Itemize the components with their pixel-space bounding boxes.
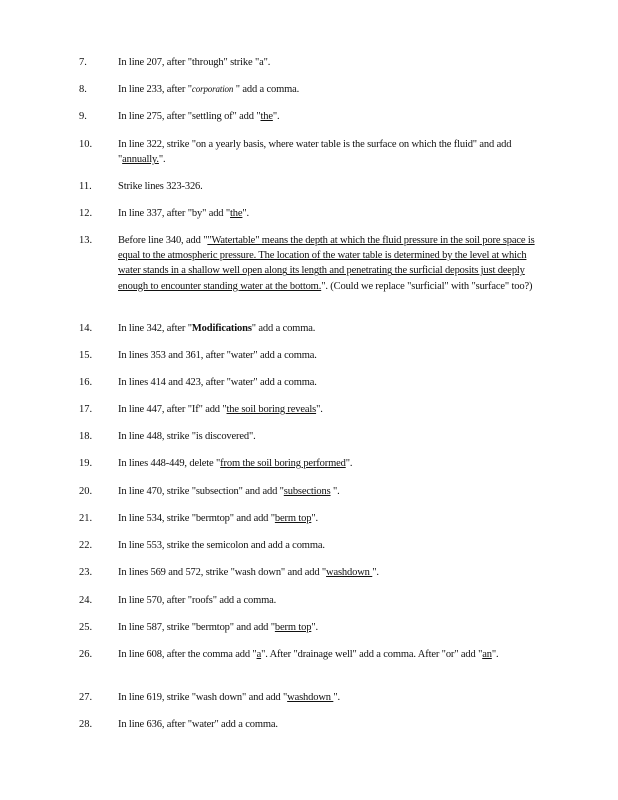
item-number: 28. <box>79 719 93 730</box>
underlined-insertion: "Watertable" means the depth at which the fluid pressure in the soil pore space is equal to the atmospheric pressure. The location of the water table is determined by the level at which water stands in a shallow well open along its length and penetrating the surficial deposits just deeply enough to encounter standing water at the bottom. <box>118 235 535 292</box>
text-segment: In line 619, strike "wash down" and add " <box>118 692 288 703</box>
text-segment: ". <box>345 458 353 469</box>
item-number: 7. <box>79 57 87 68</box>
item-text <box>118 233 536 294</box>
text-segment: ". <box>316 404 323 415</box>
text-segment: ". <box>242 208 250 219</box>
item-text <box>118 348 536 363</box>
item-number: 16. <box>79 377 93 388</box>
underlined-insertion: an <box>482 649 492 660</box>
item-number: 15. <box>79 350 93 361</box>
underlined-insertion: washdown <box>326 567 373 578</box>
text-segment: ". <box>372 567 379 578</box>
text-segment: In line 534, strike "bermtop" and add " <box>118 513 275 524</box>
text-segment: In line 448, strike "is discovered". <box>118 431 256 442</box>
item-text <box>118 206 536 221</box>
item-text <box>118 82 536 97</box>
underlined-insertion: from the soil boring performed <box>220 458 346 469</box>
item-text <box>118 402 536 417</box>
item-number: 23. <box>79 567 93 578</box>
item-number: 13. <box>79 235 93 246</box>
underlined-insertion: the <box>230 208 243 219</box>
item-number: 9. <box>79 111 87 122</box>
item-text <box>118 484 536 499</box>
text-segment: In line 275, after "settling of" add " <box>118 111 261 122</box>
item-text <box>118 109 536 124</box>
text-segment: Before line 340, add " <box>118 235 208 246</box>
text-segment: In lines 569 and 572, strike "wash down" and add " <box>118 567 327 578</box>
item-number: 17. <box>79 404 93 415</box>
text-segment: ". <box>272 111 280 122</box>
text-segment: In line 337, after "by" add " <box>118 208 231 219</box>
item-text <box>118 55 536 70</box>
item-text <box>118 620 536 635</box>
item-number: 12. <box>79 208 93 219</box>
item-text <box>118 375 536 390</box>
text-segment: ". <box>311 622 318 633</box>
item-text <box>118 511 536 526</box>
item-text <box>118 593 536 608</box>
underlined-insertion: the soil boring reveals <box>226 404 317 415</box>
text-segment: In line 207, after "through" strike "a". <box>118 57 271 68</box>
item-number: 20. <box>79 486 93 497</box>
item-text <box>118 717 536 732</box>
item-number: 24. <box>79 595 93 606</box>
item-number: 21. <box>79 513 93 524</box>
underlined-insertion: berm top <box>274 622 312 633</box>
text-segment: In line 587, strike "bermtop" and add " <box>118 622 275 633</box>
item-number: 8. <box>79 84 87 95</box>
underlined-insertion: annually. <box>122 154 159 166</box>
item-number: 14. <box>79 323 93 334</box>
underlined-insertion: a <box>256 649 262 660</box>
text-segment: ". <box>333 692 340 703</box>
text-segment: In line 342, after " <box>118 323 192 334</box>
item-number: 11. <box>79 181 92 192</box>
text-segment: In line 322, strike "on a yearly basis, where water table is the surface on which the fluid" and add " <box>118 139 512 166</box>
text-segment: ". (Could we replace "surficial" with "surface" too?) <box>321 280 533 292</box>
item-number: 25. <box>79 622 93 633</box>
text-segment: " add a comma. <box>233 84 300 95</box>
bold-term: Modifications <box>191 323 252 334</box>
item-number: 19. <box>79 458 93 469</box>
text-segment: In line 608, after the comma add " <box>118 649 257 660</box>
text-segment: In lines 353 and 361, after "water" add a comma. <box>118 350 317 361</box>
item-text <box>118 456 536 471</box>
text-segment: ". <box>330 486 340 497</box>
underlined-insertion: the <box>260 111 273 122</box>
item-text <box>118 179 536 194</box>
text-segment: ". <box>491 649 499 660</box>
text-segment: In line 570, after "roofs" add a comma. <box>118 595 277 606</box>
item-number: 10. <box>79 139 93 150</box>
underlined-insertion: subsections <box>283 486 331 497</box>
text-segment: Strike lines 323-326. <box>118 181 203 192</box>
item-text <box>118 690 536 705</box>
item-number: 18. <box>79 431 93 442</box>
text-segment: In line 470, strike "subsection" and add " <box>118 486 284 497</box>
item-text <box>118 137 536 167</box>
text-segment: In line 553, strike the semicolon and add a comma. <box>118 540 325 551</box>
text-segment: ". <box>311 513 318 524</box>
text-segment: In lines 414 and 423, after "water" add a comma. <box>118 377 317 388</box>
item-number: 26. <box>79 649 93 660</box>
text-segment: In line 447, after "If" add " <box>118 404 227 415</box>
italic-term: corporation <box>191 84 234 94</box>
item-number: 22. <box>79 540 93 551</box>
text-segment: " add a comma. <box>251 323 316 334</box>
item-text <box>118 429 536 444</box>
item-number: 27. <box>79 692 93 703</box>
item-text <box>118 565 536 580</box>
item-text <box>118 647 536 662</box>
text-segment: ". <box>158 154 166 166</box>
text-segment: In line 233, after " <box>118 84 192 95</box>
underlined-insertion: berm top <box>274 513 312 524</box>
text-segment: ". After "drainage well" add a comma. After "or" add " <box>261 649 483 660</box>
underlined-insertion: washdown <box>287 692 334 703</box>
item-text <box>118 321 536 336</box>
item-text <box>118 538 536 553</box>
text-segment: In line 636, after "water" add a comma. <box>118 719 278 730</box>
text-segment: In lines 448-449, delete " <box>118 458 221 469</box>
